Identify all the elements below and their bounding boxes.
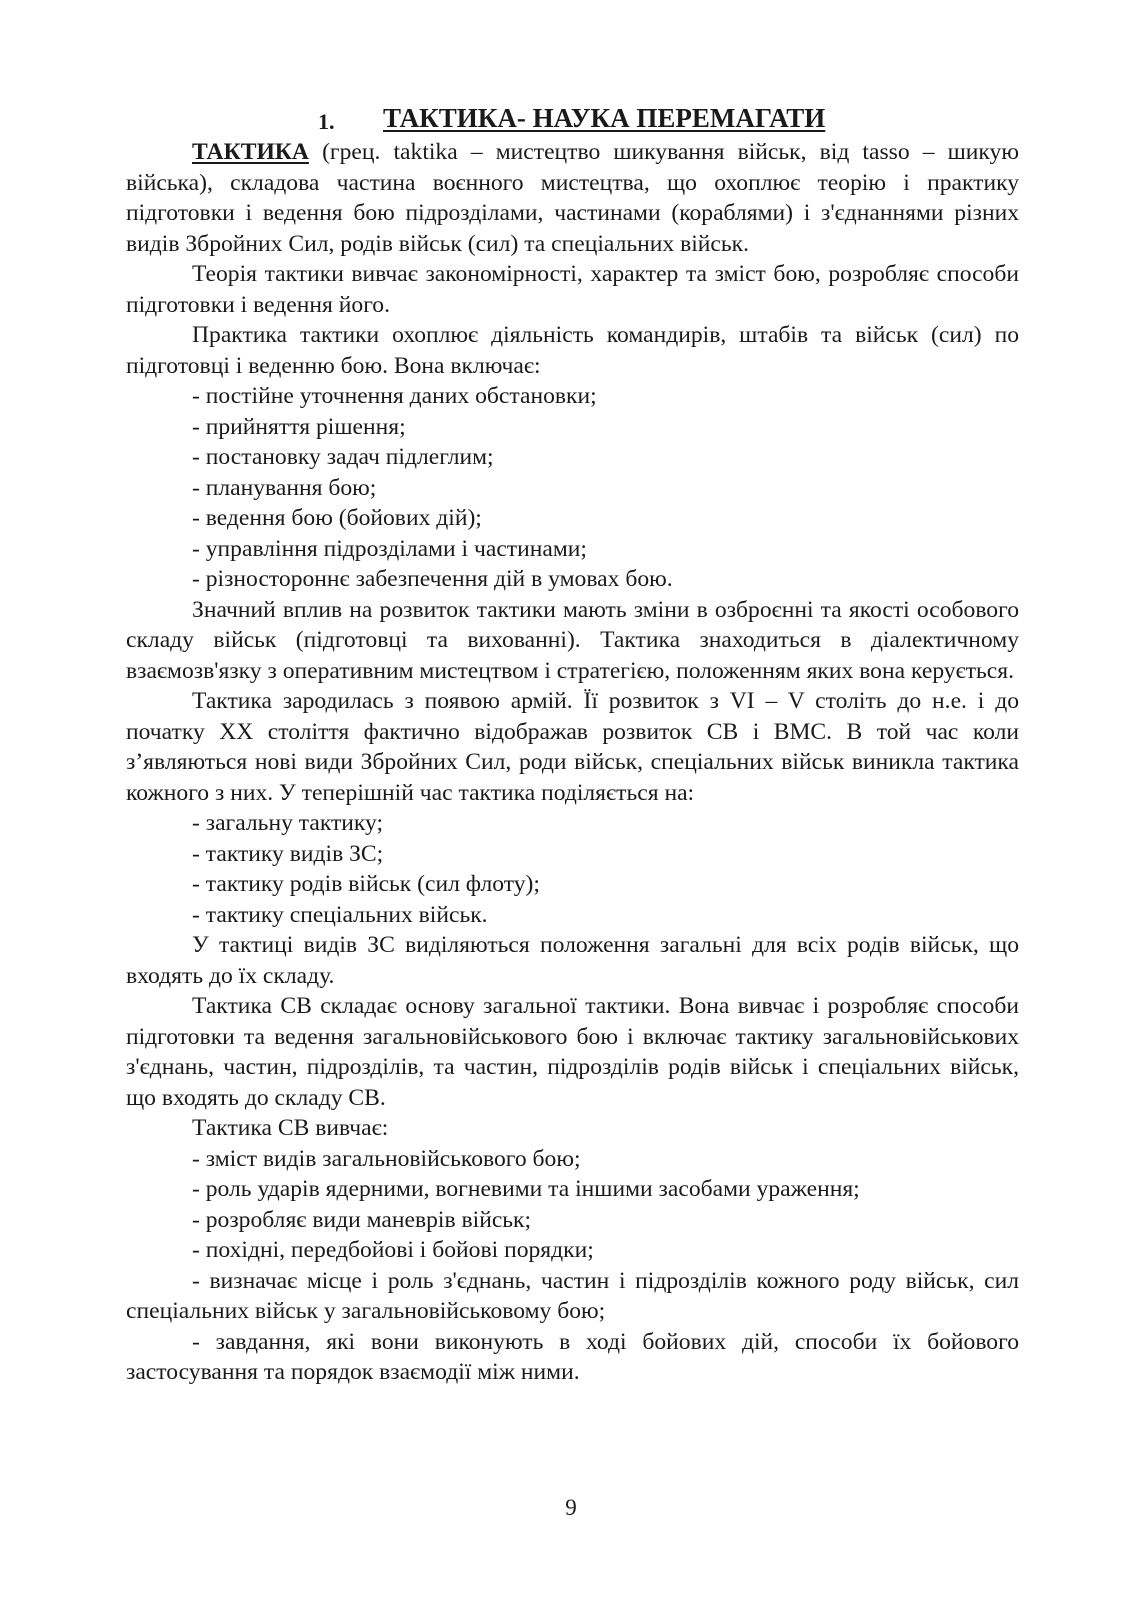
list-item: - тактику видів ЗС; bbox=[192, 840, 384, 867]
paragraph-theory: Теорія тактики вивчає закономірності, характер та зміст бою, розробляє способи підготовки і ведення його. bbox=[126, 261, 1019, 318]
list-item: - тактику спеціальних військ. bbox=[192, 901, 488, 928]
defined-term: ТАКТИКА bbox=[192, 139, 309, 165]
list-item: - розробляє види маневрів військ; bbox=[192, 1206, 532, 1233]
section-number: 1. bbox=[318, 109, 335, 134]
paragraph-branches: У тактиці видів ЗС виділяються положення загальні для всіх родів військ, що входять до їх складу. bbox=[126, 932, 1019, 989]
list-item: - планування бою; bbox=[192, 474, 377, 501]
paragraph-ground-forces: Тактика СВ складає основу загальної тактики. Вона вивчає і розробляє способи підготовки та ведення загальновійськового бою і включає тактику загальновійськових з'єднань, частин, підрозділів, та частин, підрозділів родів військ і спеціальних військ, що входять до складу СВ. bbox=[126, 993, 1019, 1111]
list-item-long: - визначає місце і роль з'єднань, частин і підрозділів кожного роду військ, сил спеціальних військ у загальновійськовому бою; bbox=[126, 1267, 1019, 1324]
list-item: - зміст видів загальновійськового бою; bbox=[192, 1145, 581, 1172]
section-title: ТАКТИКА- НАУКА ПЕРЕМАГАТИ bbox=[383, 103, 826, 133]
definition-text: (грец. taktika – мистецтво шикування військ, від tasso – шикую війська), складова частина воєнного мистецтва, що охоплює теорію і практику підготовки і ведення бою підрозділами, частинами (кораблями) і з'єднаннями різних видів Збройних Сил, родів військ (сил) та спеціальних військ. bbox=[126, 139, 1019, 257]
paragraph-studies-intro: Тактика СВ вивчає: bbox=[192, 1115, 389, 1141]
list-item: - постійне уточнення даних обстановки; bbox=[192, 383, 597, 409]
paragraph-history: Тактика зародилась з появою армій. Її розвиток з VI – V століть до н.е. і до початку XX століття фактично відображав розвиток СВ і ВМС. В той час коли з’являються нові види Збройних Сил, роди військ, спеціальних військ виникла тактика кожного з них. У теперішній час тактика поділяється на: bbox=[126, 688, 1019, 806]
list-item: - роль ударів ядерними, вогневими та іншими засобами ураження; bbox=[192, 1176, 860, 1202]
list-item: - загальну тактику; bbox=[192, 810, 384, 836]
list-item: - тактику родів військ (сил флоту); bbox=[192, 871, 540, 897]
list-item: - управління підрозділами і частинами; bbox=[192, 535, 587, 562]
list-item: - ведення бою (бойових дій); bbox=[192, 505, 482, 531]
list-item-long: - завдання, які вони виконують в ході бойових дій, способи їх бойового застосування та порядок взаємодії між ними. bbox=[126, 1328, 1019, 1385]
paragraph-practice: Практика тактики охоплює діяльність командирів, штабів та військ (сил) по підготовці і веденню бою. Вона включає: bbox=[126, 322, 1019, 379]
list-item: - прийняття рішення; bbox=[192, 413, 406, 440]
list-item: - постановку задач підлеглим; bbox=[192, 444, 494, 470]
document-body bbox=[126, 137, 1019, 1388]
list-item: - різностороннє забезпечення дій в умовах бою. bbox=[192, 566, 673, 592]
page-number: 9 bbox=[565, 1495, 577, 1520]
paragraph-influence: Значний вплив на розвиток тактики мають зміни в озброєнні та якості особового складу військ (підготовці та вихованні). Тактика знаходиться в діалектичному взаємозв'язку з оперативним мистецтвом і стратегією, положенням яких вона керується. bbox=[126, 596, 1019, 684]
paragraph-definition bbox=[126, 137, 1019, 259]
list-item: - похідні, передбойові і бойові порядки; bbox=[192, 1237, 594, 1263]
